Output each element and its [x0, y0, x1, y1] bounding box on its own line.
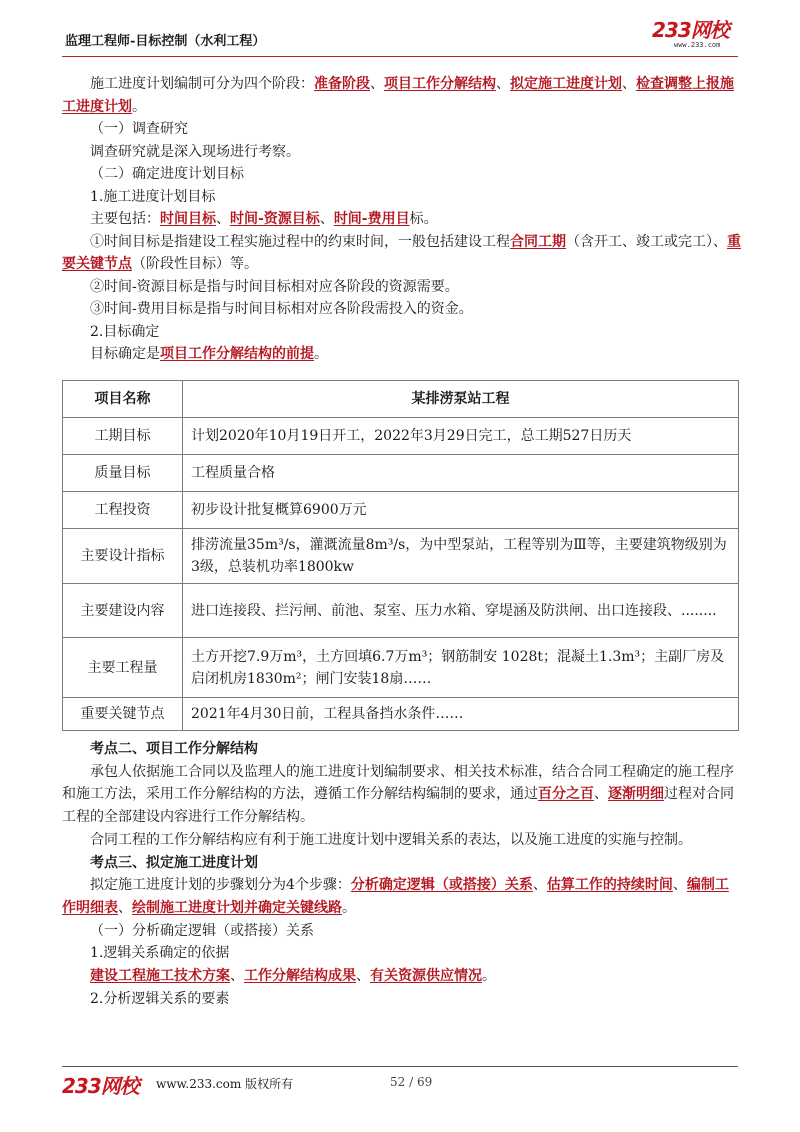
- table-row: [63, 492, 739, 529]
- table-cell-label: 主要设计指标: [63, 529, 183, 584]
- key-term: 工作分解结构成果: [244, 968, 356, 985]
- key-term: 时间目标: [160, 211, 216, 227]
- key-term: 时间-资源目标: [230, 211, 320, 227]
- table-header-cell: 项目名称: [63, 381, 183, 418]
- table-cell-label: 工程投资: [63, 492, 183, 529]
- table-cell-label: 工期目标: [63, 418, 183, 455]
- document-body-top: [62, 73, 742, 366]
- paragraph: ②时间-资源目标是指与时间目标相对应各阶段的资源需要。: [90, 278, 459, 295]
- key-term: 拟定施工进度计划: [510, 76, 622, 92]
- paragraph: 拟定施工进度计划的步骤划分为4个步骤：分析确定逻辑（或搭接）关系、估算工作的持续时间、编制工作明细表、绘制施工进度计划并确定关键线路。: [62, 877, 729, 916]
- table-row: [63, 698, 739, 731]
- paragraph: 建设工程施工技术方案、工作分解结构成果、有关资源供应情况。: [90, 968, 496, 985]
- key-term: 分析确定逻辑（或搭接）关系: [350, 877, 533, 894]
- logo-url: www.233.com: [674, 41, 721, 49]
- key-term: 逐渐明细: [608, 786, 664, 803]
- paragraph: ③时间-费用目标是指与时间目标相对应各阶段需投入的资金。: [90, 301, 473, 317]
- table-row: [63, 638, 739, 698]
- key-term: 准备阶段: [314, 76, 370, 92]
- key-term: 绘制施工进度计划并确定关键线路: [132, 899, 342, 916]
- table-cell-value: 土方开挖7.9万m³，土方回填6.7万m³；钢筋制安 1028t；混凝土1.3m³；主副厂房及启闭机房1830m²；闸门安装18扇……: [183, 638, 739, 698]
- project-info-table: [62, 380, 739, 731]
- subheading: 2.分析逻辑关系的要素: [90, 990, 230, 1007]
- table-row: [63, 584, 739, 638]
- intro-paragraph: 施工进度计划编制可分为四个阶段：准备阶段、项目工作分解结构、拟定施工进度计划、检查调整上报施工进度计划。: [62, 76, 734, 115]
- key-term: 编制工作明细表: [62, 877, 729, 916]
- section-heading: （一）调查研究: [90, 121, 188, 137]
- table-cell-value: 计划2020年10月19日开工，2022年3月29日完工，总工期527日历天: [183, 418, 739, 455]
- key-term: 建设工程施工技术方案: [90, 968, 230, 985]
- header-divider: [62, 56, 738, 57]
- paragraph: ①时间目标是指建设工程实施过程中的约束时间，一般包括建设工程合同工期（含开工、竣工或完工）、重要关键节点（阶段性目标）等。: [62, 233, 741, 272]
- table-row: [63, 455, 739, 492]
- paragraph: 合同工程的工作分解结构应有利于施工进度计划中逻辑关系的表达，以及施工进度的实施与控制。: [90, 831, 692, 848]
- document-body-bottom: [62, 738, 742, 1010]
- table-row: [63, 529, 739, 584]
- key-term: 重要关键节点: [62, 233, 741, 272]
- table-cell-value: 进口连接段、拦污闸、前池、泵室、压力水箱、穿堤涵及防洪闸、出口连接段、........: [183, 584, 739, 638]
- table-cell-value: 2021年4月30日前，工程具备挡水条件……: [183, 698, 739, 731]
- key-term: 项目工作分解结构: [384, 76, 496, 92]
- footer-copyright: www.233.com 版权所有: [156, 1077, 294, 1091]
- table-cell-value: 排涝流量35m³/s，灌溉流量8m³/s，为中型泵站，工程等别为Ⅲ等，主要建筑物级别为3级，总装机功率1800kw: [183, 529, 739, 584]
- page-number: 52 / 69: [390, 1075, 433, 1089]
- key-term: 检查调整上报施工进度计划: [62, 76, 734, 115]
- table-cell-label: 主要工程量: [63, 638, 183, 698]
- key-term: 时间-费用目: [333, 211, 410, 227]
- subheading: 1.施工进度计划目标: [90, 188, 216, 205]
- table-cell-label: 主要建设内容: [63, 584, 183, 638]
- footer-divider: [62, 1066, 738, 1067]
- table-cell-value: 初步设计批复概算6900万元: [183, 492, 739, 529]
- section-heading: （二）确定进度计划目标: [90, 166, 244, 182]
- section-heading: 考点三、拟定施工进度计划: [90, 854, 258, 871]
- brand-logo: [652, 20, 738, 54]
- subheading: （一）分析确定逻辑（或搭接）关系: [90, 922, 314, 939]
- key-term: 估算工作的持续时间: [546, 877, 673, 894]
- table-cell-label: 重要关键节点: [63, 698, 183, 731]
- key-term: 合同工期: [510, 233, 566, 250]
- document-header-title: 监理工程师-目标控制（水利工程）: [65, 34, 266, 49]
- paragraph: 主要包括：时间目标、时间-资源目标、时间-费用目标。: [90, 211, 438, 227]
- logo-text: 233网校: [652, 18, 729, 42]
- table-cell-value: 工程质量合格: [183, 455, 739, 492]
- key-term: 有关资源供应情况: [370, 968, 482, 985]
- paragraph: 承包人依据施工合同以及监理人的施工进度计划编制要求、相关技术标准，结合合同工程确定的施工程序和施工方法，采用工作分解结构的方法，遵循工作分解结构编制的要求，通过百分之百、逐渐明细过程对合同工程的全部建设内容进行工作分解结构。: [62, 763, 734, 826]
- table-row: [63, 418, 739, 455]
- table-header-row: [63, 381, 739, 418]
- subheading: 1.逻辑关系确定的依据: [90, 945, 230, 962]
- table-cell-label: 质量目标: [63, 455, 183, 492]
- paragraph: 调查研究就是深入现场进行考察。: [90, 143, 300, 160]
- subheading: 2.目标确定: [90, 323, 160, 340]
- key-term: 项目工作分解结构的前提: [160, 346, 314, 362]
- paragraph: 目标确定是项目工作分解结构的前提。: [90, 346, 328, 362]
- key-term: 百分之百: [538, 786, 594, 803]
- table-header-cell: 某排涝泵站工程: [183, 381, 739, 418]
- footer-logo: 233网校: [62, 1074, 139, 1098]
- section-heading: 考点二、项目工作分解结构: [90, 741, 258, 757]
